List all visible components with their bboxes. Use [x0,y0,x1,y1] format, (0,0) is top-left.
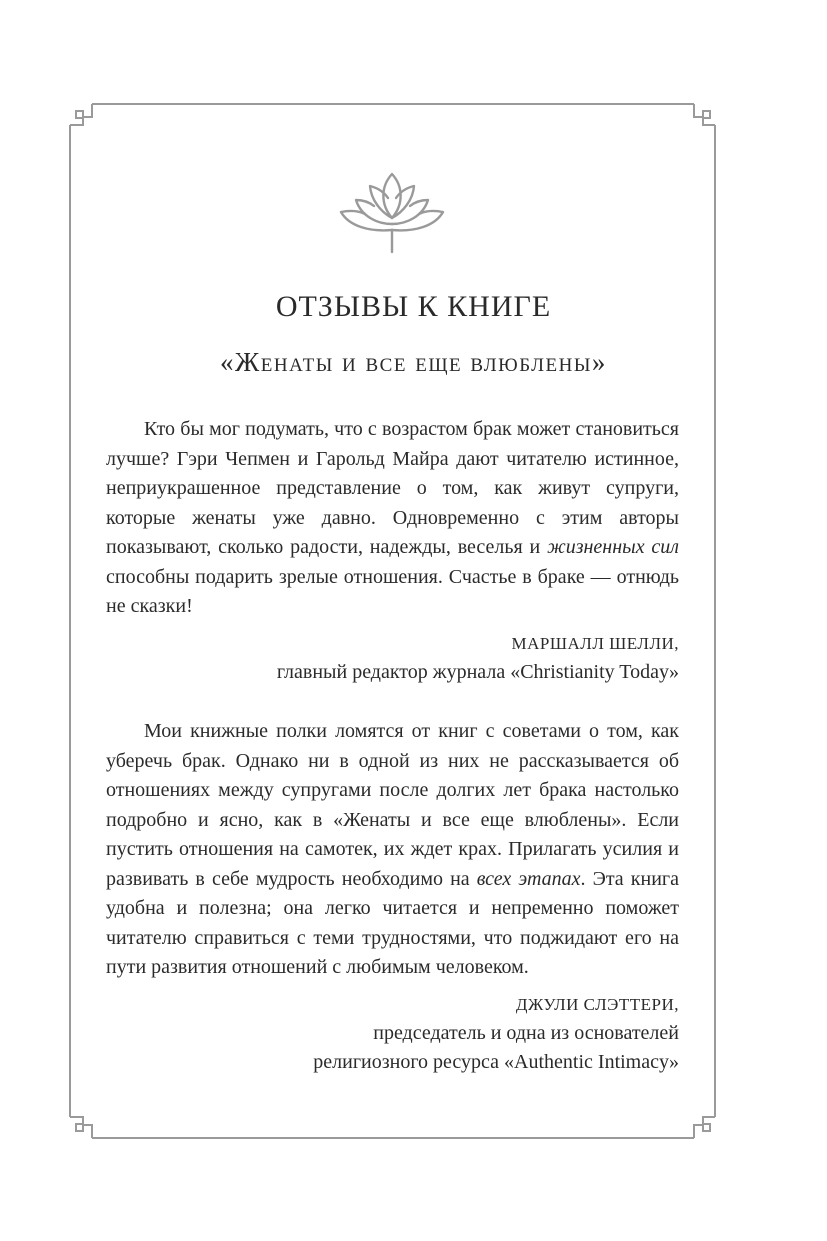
lotus-icon [337,170,447,254]
reviewer-role: главный редактор журнала «Christianity Today» [276,660,679,683]
review-text: Мои книжные полки ломятся от книг с советами о том, как уберечь брак. Однако ни в одной из них не рассказывается об отношениях между супругами после долгих лет брака настолько подробно и ясно, как в «Женаты и все еще влюблены». Если пустить отношения на самотек, их ждет крах. Прилагать усилия и развивать в себе мудрость необходимо на всех этапах. Эта книга удобна и полезна; она легко читается и непременно поможет читателю справиться с теми трудностями, что поджидают его на пути развития отношений с любимым человеком. [106,720,679,978]
reviewer-name: ДЖУЛИ СЛЭТТЕРИ, [515,994,679,1014]
review-1 [106,415,679,687]
reviewer-role: председатель и одна из основателей [373,1021,679,1044]
page-title: ОТЗЫВЫ К КНИГЕ [275,290,552,323]
review-emphasis: жизненных сил [547,536,679,558]
review-emphasis: всех этапах [476,867,581,890]
review-2 [106,717,679,1077]
reviewer-role: религиозного ресурса «Authentic Intimacy» [313,1050,679,1073]
review-attribution [106,629,679,687]
review-text: Кто бы мог подумать, что с возрастом брак может становиться лучше? Гэри Чепмен и Гарольд Майра дают читателю истинное, неприукрашенное представление о том, как живут супруги, которые женаты уже давно. Одновременно с этим авторы показывают, сколько радости, надежды, веселья и жизненных сил способны подарить зрелые отношения. Счастье в браке — отнюдь не сказки! [106,418,679,617]
review-attribution [106,990,679,1077]
book-title: «Женаты и все еще влюблены» [220,347,607,377]
reviewer-name: МАРШАЛЛ ШЕЛЛИ, [511,633,679,653]
